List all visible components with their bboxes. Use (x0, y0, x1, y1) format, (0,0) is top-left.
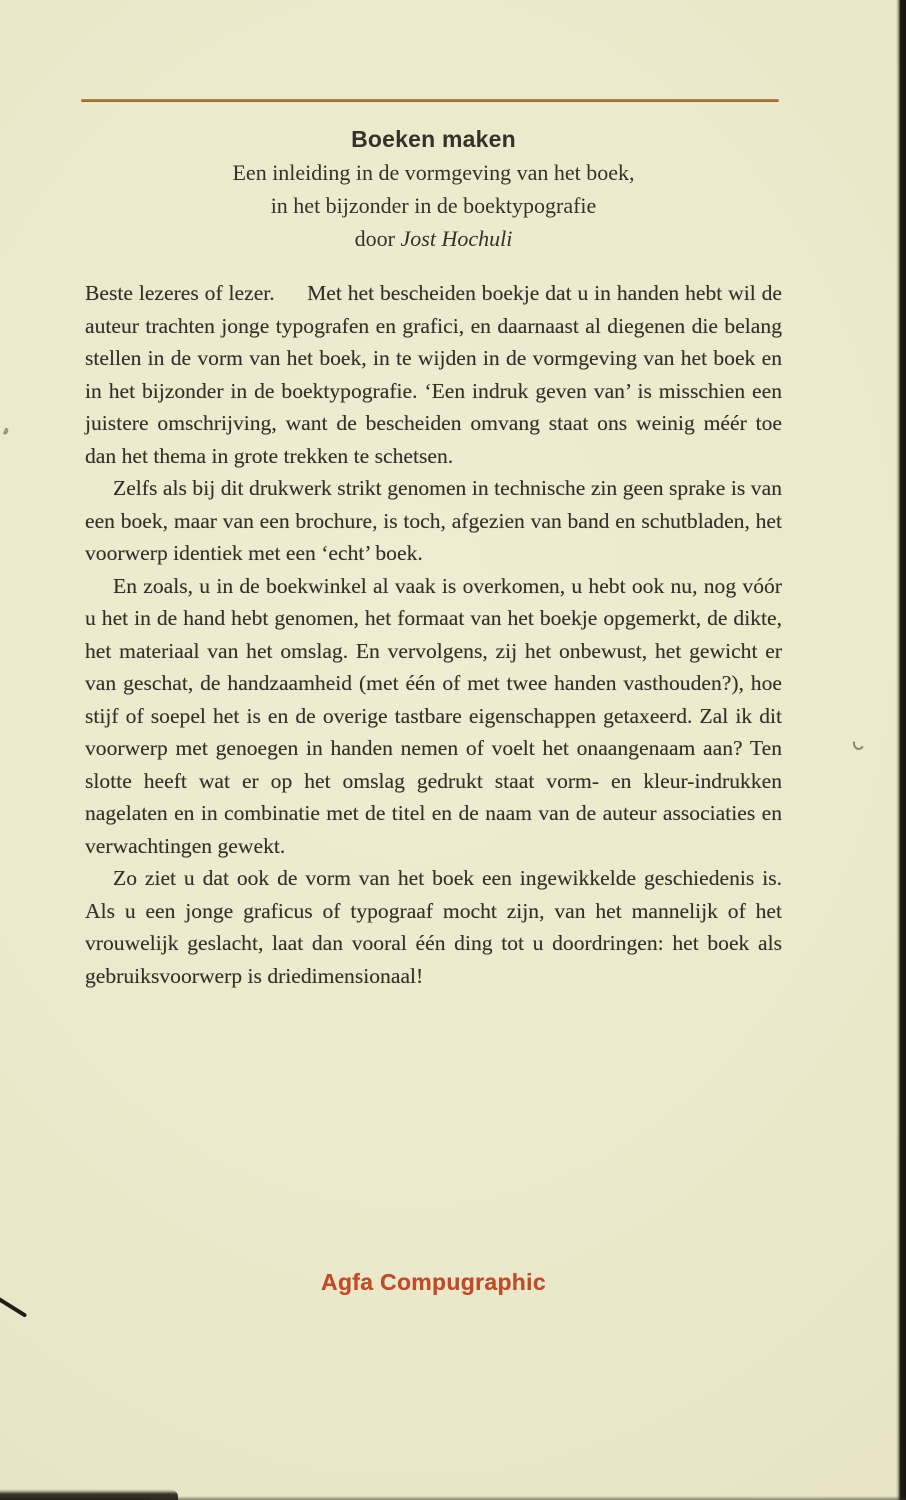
paragraph: Zo ziet u dat ook de vorm van het boek een ingewikkelde geschiedenis is. Als u een jonge graficus of typograaf mocht zijn, van het mannelijk of het vrouwelijk geslacht, laat dan vooral één ding tot u doordringen: het boek als gebruiksvoorwerp is driedimensionaal! (85, 866, 782, 988)
subtitle-line-1: Een inleiding in de vormgeving van het boek, (232, 160, 635, 185)
byline (85, 222, 782, 255)
pen-mark (0, 1294, 27, 1318)
scan-edge-bottom (150, 1496, 906, 1500)
paragraph: Beste lezeres of lezer. Met het bescheiden boekje dat u in handen hebt wil de auteur trachten jonge typografen en grafici, en daarnaast al diegenen die belang stellen in de vorm van het boek, in te wijden in de vormgeving van het boek en in het bijzonder in de boektypografie. ‘Een indruk geven van’ is misschien een juistere omschrijving, want de bescheiden omvang staat ons weinig méér toe dan het thema in grote trekken te schetsen. (85, 281, 782, 468)
agfa-compugraphic-logo: Agfa Compugraphic (321, 1269, 546, 1295)
scan-speck (3, 427, 10, 435)
title-rule (81, 99, 779, 102)
body-text (85, 277, 782, 992)
paragraph: En zoals, u in de boekwinkel al vaak is overkomen, u hebt ook nu, nog vóór u het in de hand hebt genomen, het formaat van het boekje opgemerkt, de dikte, het materiaal van het omslag. En vervolgens, zij het onbewust, het gewicht er van geschat, de handzaamheid (met één of met twee handen vasthouden?), hoe stijf of soepel het is en de overige tastbare eigenschappen getaxeerd. Zal ik dit voorwerp met genoegen in handen nemen of voelt het onaangenaam aan? Ten slotte heeft wat er op het omslag gedrukt staat vorm- en kleur-indrukken nagelaten en in combinatie met de titel en de naam van de auteur associaties en verwachtingen gewekt. (85, 573, 782, 858)
book-title: Boeken maken (351, 126, 516, 152)
scan-edge-right (896, 0, 906, 1500)
scan-speck (851, 736, 865, 751)
paragraph: Zelfs als bij dit drukwerk strikt genomen in technische zin geen sprake is van een boek, maar van een brochure, is toch, afgezien van band en schutbladen, het voorwerp identiek met een ‘echt’ boek. (85, 476, 782, 565)
byline-prefix: door (354, 226, 401, 251)
byline-author-name: Jost Hochuli (400, 226, 513, 251)
title-block (85, 123, 782, 255)
subtitle-line-2: in het bijzonder in de boektypografie (270, 193, 597, 218)
